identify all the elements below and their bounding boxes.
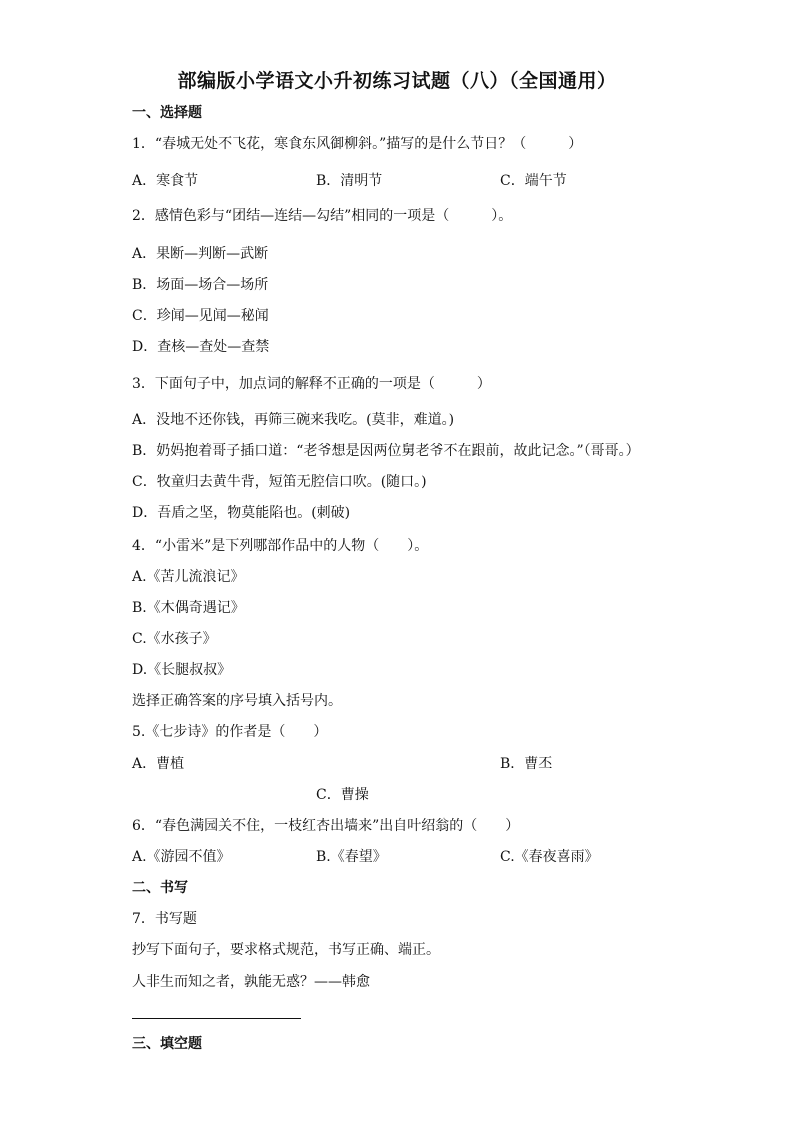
question-6-option-b: B.《春望》: [316, 849, 387, 865]
instruction-text: 选择正确答案的序号填入括号内。: [132, 693, 342, 709]
question-3-option-d: D．吾盾之坚，物莫能陷也。(刺破): [132, 505, 351, 521]
question-3-option-c: C．牧童归去黄牛背，短笛无腔信口吹。(随口。): [132, 474, 427, 490]
question-5-option-b: B．曹丕: [500, 756, 553, 772]
question-2-option-c: C．珍闻—见闻—秘闻: [132, 308, 269, 324]
question-1-stem: 1．“春城无处不飞花，寒食东风御柳斜。”描写的是什么节日？（ ）: [132, 136, 583, 152]
question-4-option-a: A.《苦儿流浪记》: [132, 569, 245, 585]
question-2-stem: 2．感情色彩与“团结—连结—勾结”相同的一项是（ ）。: [132, 208, 513, 224]
question-1-option-b: B．清明节: [316, 173, 383, 189]
section-heading-writing: 二、书写: [132, 880, 188, 896]
question-6-option-a: A.《游园不值》: [132, 849, 231, 865]
question-7-sentence: 人非生而知之者，孰能无惑？——韩愈: [132, 974, 370, 990]
question-2-option-d: D．查核—查处—查禁: [132, 339, 270, 355]
answer-line: [132, 1018, 301, 1019]
question-6-option-c: C.《春夜喜雨》: [500, 849, 599, 865]
question-3-option-a: A．没地不还你钱，再筛三碗来我吃。(莫非，难道。): [132, 412, 455, 428]
question-1-option-c: C．端午节: [500, 173, 567, 189]
question-4-stem: 4．“小雷米”是下列哪部作品中的人物（ ）。: [132, 538, 429, 554]
section-heading-choice: 一、选择题: [132, 105, 202, 121]
question-5-stem: 5.《七步诗》的作者是（ ）: [132, 724, 328, 740]
question-3-stem: 3．下面句子中，加点词的解释不正确的一项是（ ）: [132, 376, 491, 392]
section-heading-fill-blank: 三、填空题: [132, 1036, 202, 1052]
question-3-option-b: B．奶妈抱着哥子插口道：“老爷想是因两位舅老爷不在跟前，故此记念。”（哥哥。）: [132, 443, 640, 459]
question-5-option-c: C．曹操: [316, 787, 369, 803]
question-4-option-d: D.《长腿叔叔》: [132, 662, 232, 678]
question-5-option-a: A．曹植: [132, 756, 185, 772]
question-4-option-b: B.《木偶奇遇记》: [132, 600, 245, 616]
question-7-instruction: 抄写下面句子，要求格式规范，书写正确、端正。: [132, 942, 440, 958]
question-4-option-c: C.《水孩子》: [132, 631, 217, 647]
question-6-stem: 6．“春色满园关不住，一枝红杏出墙来”出自叶绍翁的（ ）: [132, 818, 520, 834]
question-7-stem: 7．书写题: [132, 911, 197, 927]
page-title: 部编版小学语文小升初练习试题（八）（全国通用）: [177, 70, 617, 92]
question-2-option-a: A．果断—判断—武断: [132, 246, 269, 262]
question-1-option-a: A．寒食节: [132, 173, 199, 189]
question-2-option-b: B．场面—场合—场所: [132, 277, 269, 293]
